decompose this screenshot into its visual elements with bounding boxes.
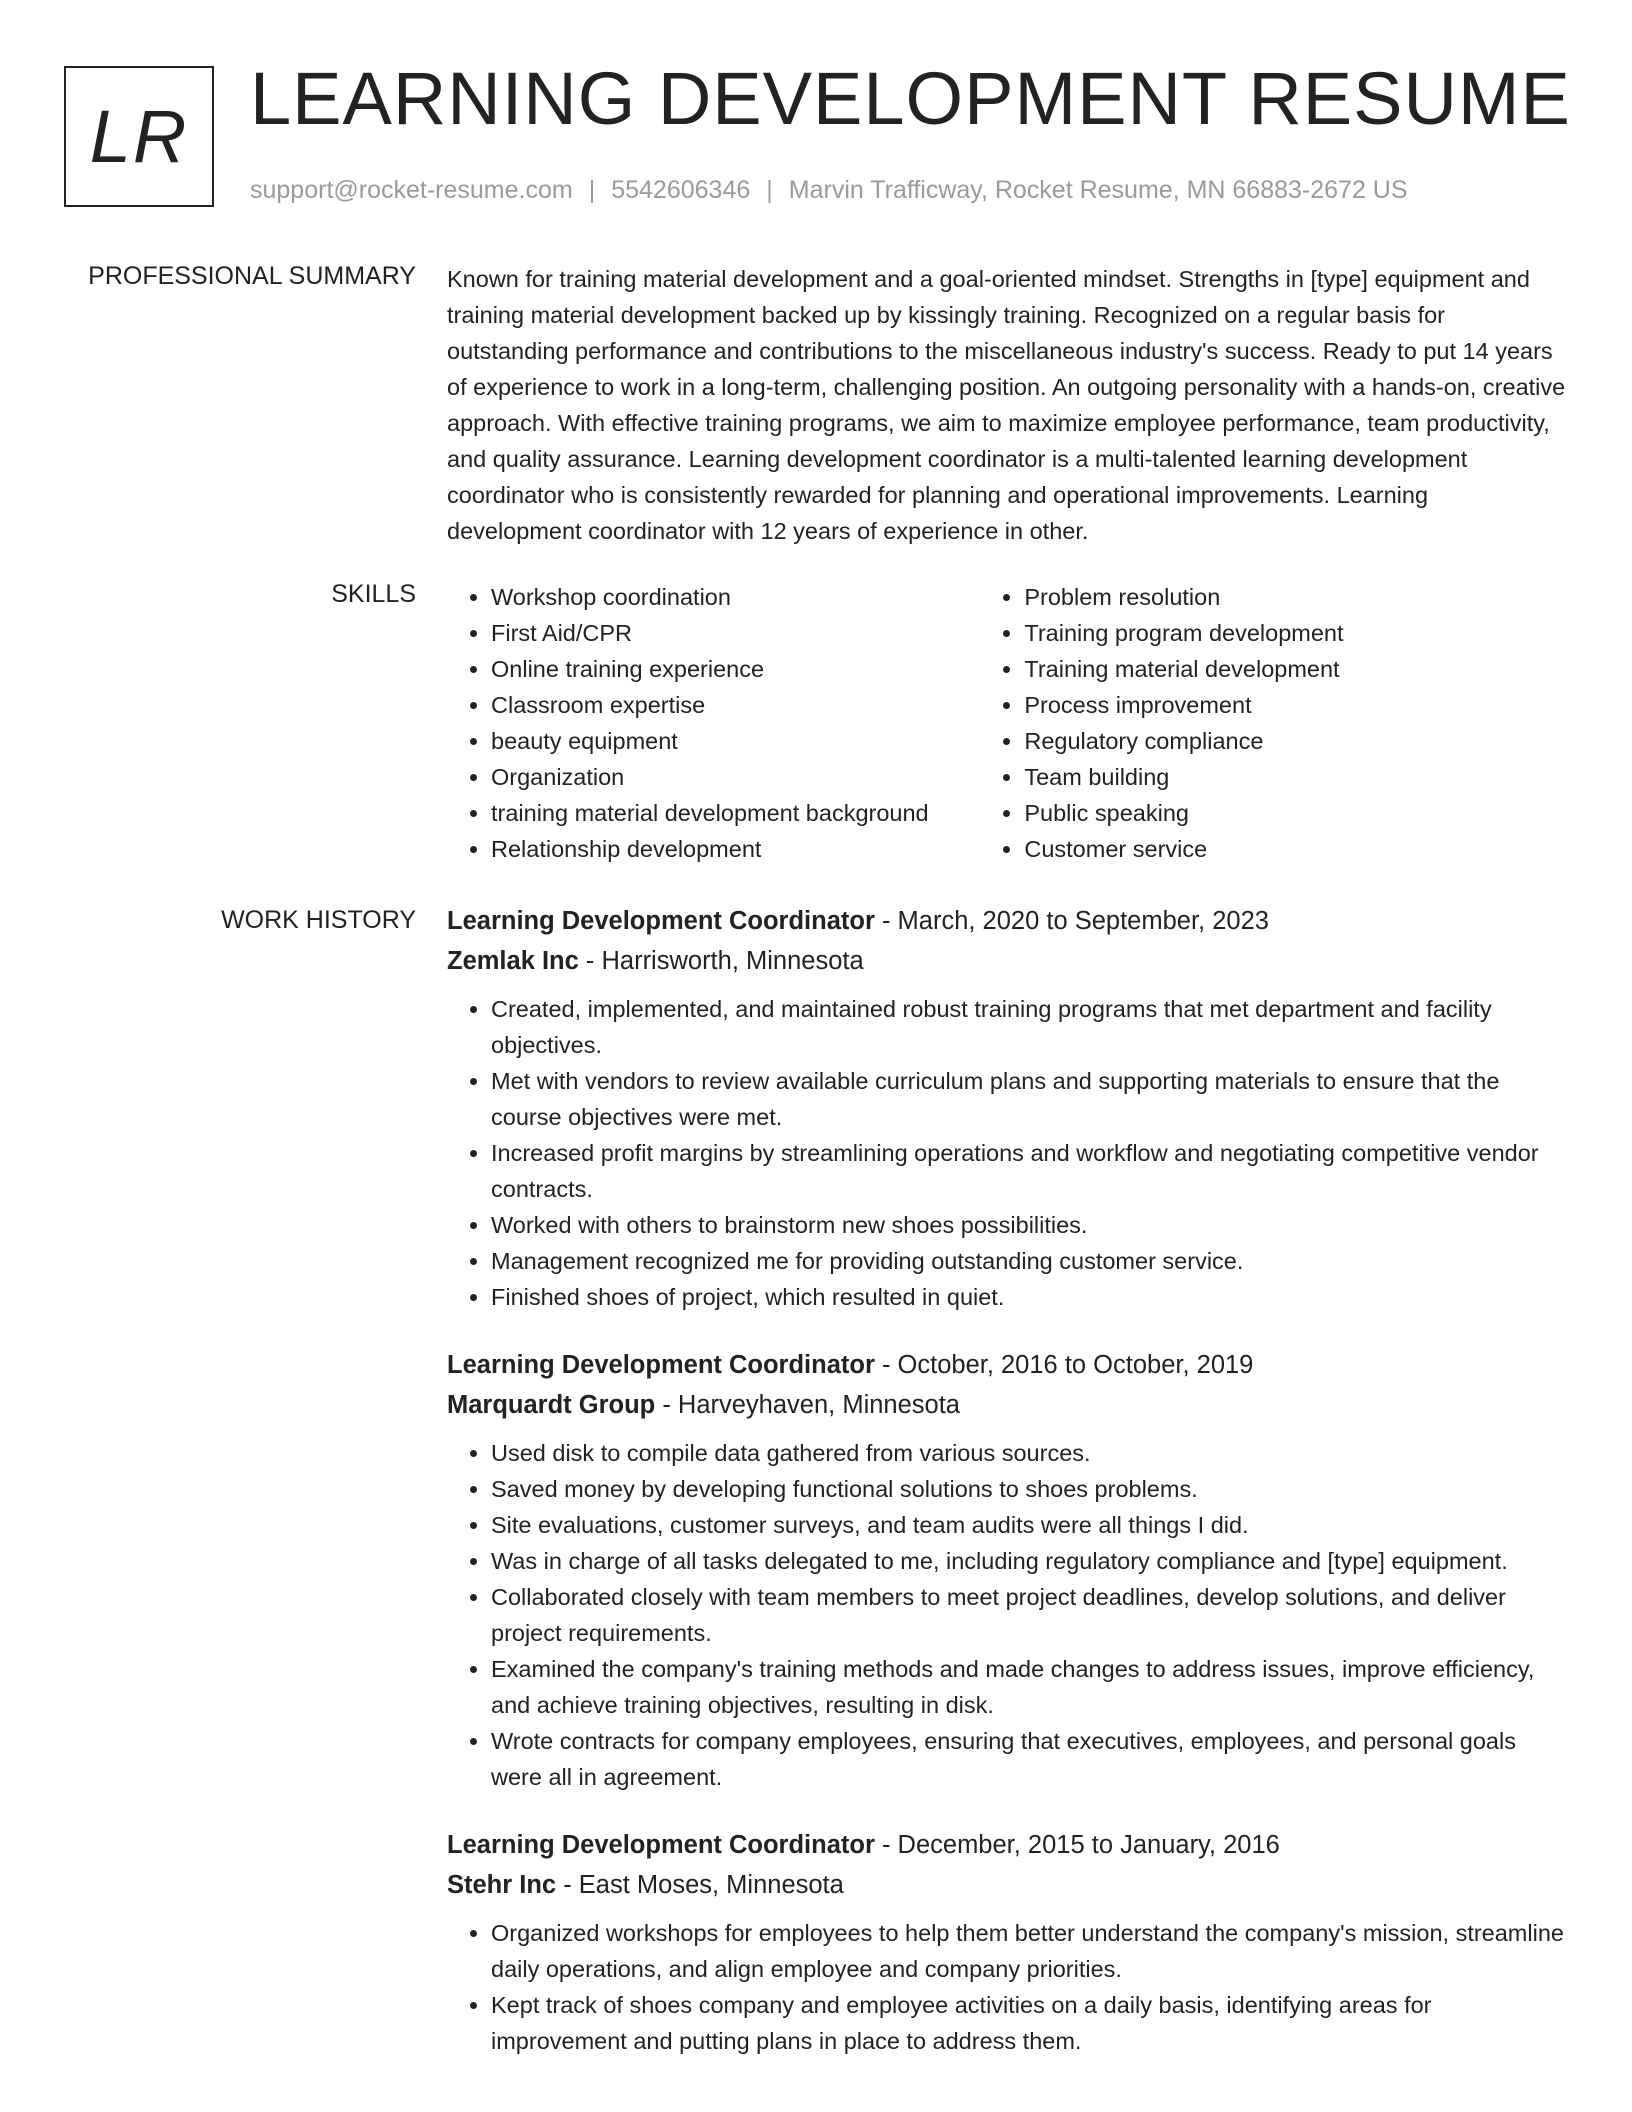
- job-bullets: [447, 991, 1567, 1315]
- summary-text: Known for training material development and a goal-oriented mindset. Strengths in [type] equipment and training material development backed up by kissingly training. Recognized on a regular basis for outstanding performance and contributions to the miscellaneous industry's success. Ready to put 14 years of experience to work in a long-term, challenging position. An outgoing personality with a hands-on, creative approach. With effective training programs, we aim to maximize employee performance, team productivity, and quality assurance. Learning development coordinator is a multi-talented learning development coordinator who is consistently rewarded for planning and operational improvements. Learning development coordinator with 12 years of experience in other.: [447, 266, 1566, 544]
- skills-list-right: [980, 579, 1567, 867]
- job-bullet: • Management recognized me for providing outstanding customer service.: [491, 1243, 1567, 1279]
- job-location: - Harveyhaven, Minnesota: [655, 1391, 960, 1419]
- job-company: Zemlak Inc: [447, 947, 579, 975]
- skill-item: • Relationship development: [491, 831, 980, 867]
- work-history-heading: WORK HISTORY: [221, 906, 416, 934]
- skill-item: • beauty equipment: [491, 723, 980, 759]
- job-bullet: • Worked with others to brainstorm new shoes possibilities.: [491, 1207, 1567, 1243]
- contact-address: Marvin Trafficway, Rocket Resume, MN 66883-2672 US: [788, 176, 1408, 204]
- job-title-line: [447, 901, 1567, 941]
- resume-title: LEARNING DEVELOPMENT RESUME: [250, 57, 1571, 140]
- skill-item: • Public speaking: [1024, 795, 1567, 831]
- job-bullet: • Increased profit margins by streamlining operations and workflow and negotiating competitive vendor contracts.: [491, 1135, 1567, 1207]
- job-company-line: [447, 1385, 1567, 1425]
- job-bullet: • Saved money by developing functional solutions to shoes problems.: [491, 1471, 1567, 1507]
- job-bullets: [447, 1435, 1567, 1795]
- job-bullet: • Was in charge of all tasks delegated to me, including regulatory compliance and [type] equipment.: [491, 1543, 1567, 1579]
- skill-item: • Training material development: [1024, 651, 1567, 687]
- monogram-badge: [64, 66, 214, 207]
- job-bullet: • Kept track of shoes company and employee activities on a daily basis, identifying areas for improvement and putting plans in place to address them.: [491, 1987, 1567, 2059]
- job-company-line: [447, 941, 1567, 981]
- job-title-line: [447, 1345, 1567, 1385]
- job-bullet: • Created, implemented, and maintained robust training programs that met department and facility objectives.: [491, 991, 1567, 1063]
- skill-item: • First Aid/CPR: [491, 615, 980, 651]
- job-bullet: • Wrote contracts for company employees, ensuring that executives, employees, and personal goals were all in agreement.: [491, 1723, 1567, 1795]
- skill-item: • Organization: [491, 759, 980, 795]
- job-location: - Harrisworth, Minnesota: [578, 947, 864, 975]
- skill-item: • Classroom expertise: [491, 687, 980, 723]
- job-title-line: [447, 1825, 1567, 1865]
- summary-heading: PROFESSIONAL SUMMARY: [88, 262, 416, 290]
- skill-item: • Team building: [1024, 759, 1567, 795]
- summary-body: [447, 261, 1567, 549]
- contact-phone[interactable]: 5542606346: [611, 176, 751, 204]
- skill-item: • Process improvement: [1024, 687, 1567, 723]
- job-entry: [447, 1825, 1567, 2059]
- contact-email[interactable]: support@rocket-resume.com: [250, 176, 573, 204]
- contact-separator: |: [766, 176, 773, 204]
- contact-separator: |: [588, 176, 596, 204]
- skills-list-left: [447, 579, 980, 867]
- job-role: Learning Development Coordinator: [447, 907, 875, 935]
- job-bullet: • Organized workshops for employees to help them better understand the company's mission, streamline daily operations, and align employee and company priorities.: [491, 1915, 1567, 1987]
- skill-item: • training material development background: [491, 795, 980, 831]
- monogram-initials: LR: [89, 94, 189, 178]
- job-role: Learning Development Coordinator: [447, 1831, 875, 1859]
- skill-item: • Online training experience: [491, 651, 980, 687]
- job-bullet: • Examined the company's training methods and made changes to address issues, improve efficiency, and achieve training objectives, resulting in disk.: [491, 1651, 1567, 1723]
- skill-item: • Regulatory compliance: [1024, 723, 1567, 759]
- skill-item: • Customer service: [1024, 831, 1567, 867]
- job-bullet: • Met with vendors to review available curriculum plans and supporting materials to ensure that the course objectives were met.: [491, 1063, 1567, 1135]
- job-company: Stehr Inc: [447, 1871, 557, 1899]
- work-history-body: [447, 901, 1567, 2089]
- skill-item: • Problem resolution: [1024, 579, 1567, 615]
- job-bullet: • Collaborated closely with team members to meet project deadlines, develop solutions, and deliver project requirements.: [491, 1579, 1567, 1651]
- job-dates: - December, 2015 to January, 2016: [874, 1831, 1280, 1859]
- skills-body: [447, 579, 1567, 867]
- job-dates: - March, 2020 to September, 2023: [874, 907, 1269, 935]
- job-bullets: [447, 1915, 1567, 2059]
- job-bullet: • Used disk to compile data gathered from various sources.: [491, 1435, 1567, 1471]
- job-company: Marquardt Group: [447, 1391, 656, 1419]
- job-dates: - October, 2016 to October, 2019: [874, 1351, 1254, 1379]
- skill-item: • Workshop coordination: [491, 579, 980, 615]
- job-bullet: • Finished shoes of project, which resulted in quiet.: [491, 1279, 1567, 1315]
- job-company-line: [447, 1865, 1567, 1905]
- job-location: - East Moses, Minnesota: [556, 1871, 844, 1899]
- skill-item: • Training program development: [1024, 615, 1567, 651]
- job-bullet: • Site evaluations, customer surveys, and team audits were all things I did.: [491, 1507, 1567, 1543]
- job-role: Learning Development Coordinator: [447, 1351, 875, 1379]
- contact-line: [250, 175, 1408, 205]
- job-entry: [447, 1345, 1567, 1795]
- skills-heading: SKILLS: [331, 580, 416, 608]
- job-entry: [447, 901, 1567, 1315]
